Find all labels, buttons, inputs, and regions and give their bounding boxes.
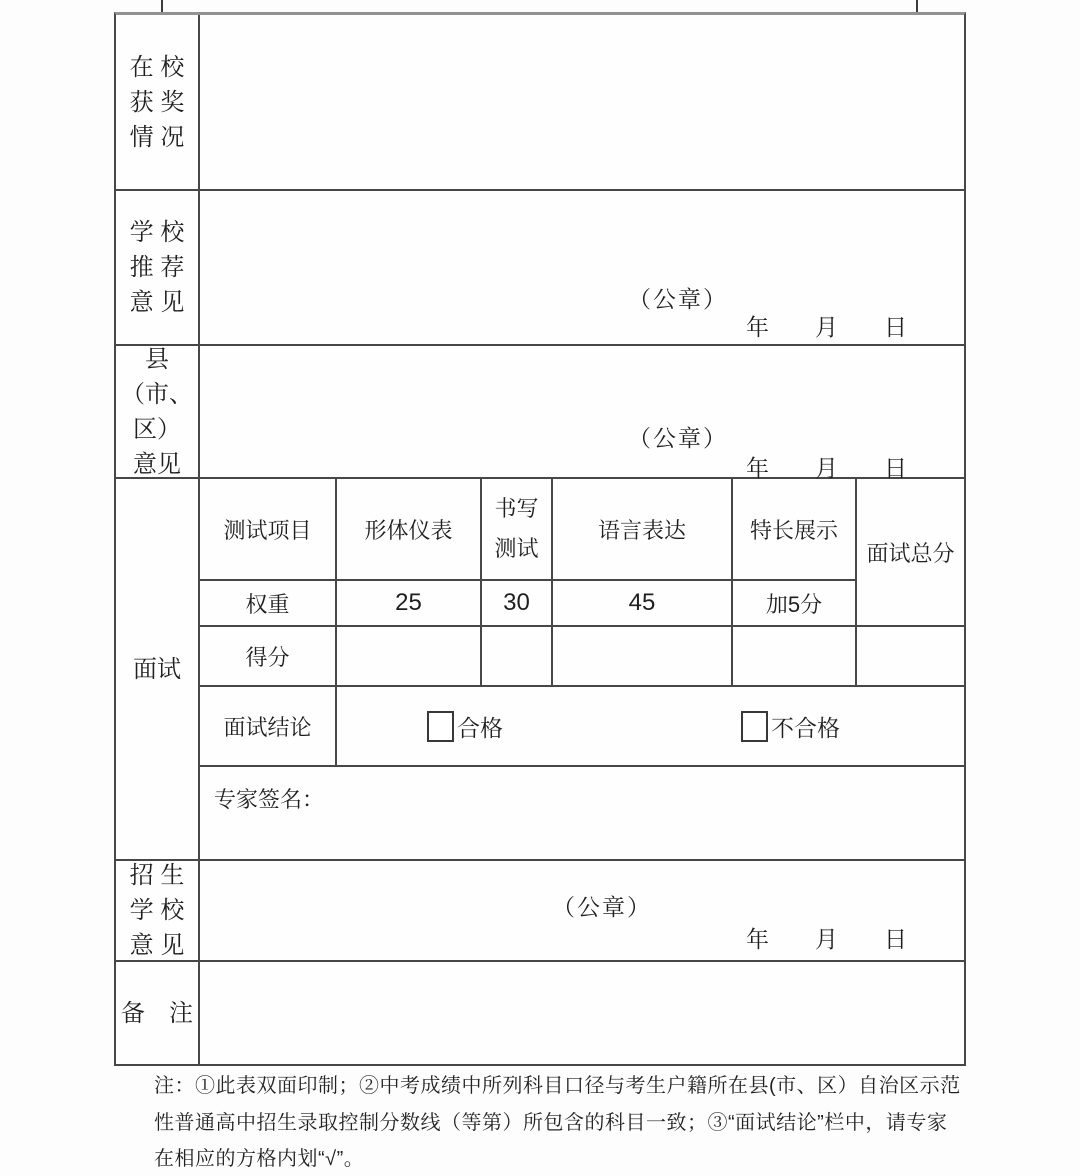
remarks-content-cell	[200, 962, 964, 1064]
interview-label	[116, 479, 200, 859]
interview-conclusion-row	[200, 687, 964, 767]
score-appearance-cell	[337, 627, 482, 687]
row-awards	[116, 15, 964, 191]
interview-score-grid	[200, 479, 964, 687]
conclusion-label: 面试结论	[200, 687, 337, 765]
school-recommendation-label	[116, 191, 200, 344]
expert-signature-label: 专家签名：	[214, 787, 325, 812]
remarks-label	[116, 962, 200, 1064]
footnote-line-2: 性普通高中招生录取控制分数线（等第）所包含的科目一致；③“面试结论”栏中，请专家	[154, 1111, 948, 1134]
fail-option	[741, 710, 840, 743]
score-label: 得分	[200, 627, 337, 687]
weight-language: 45	[553, 581, 733, 627]
row-county-opinion	[116, 346, 964, 479]
interview-label-text: 面试	[133, 655, 181, 683]
official-seal-placeholder: （公章）	[628, 286, 728, 312]
header-interview-total: 面试总分	[857, 479, 964, 627]
school-recommendation-content	[200, 191, 964, 344]
admission-label-line: 招 生	[129, 862, 185, 889]
official-seal-placeholder: （公章）	[628, 425, 728, 451]
interview-form-table	[114, 12, 966, 1066]
admission-school-label	[116, 861, 200, 960]
date-line: 年 月 日	[746, 455, 907, 481]
admission-school-content	[200, 861, 964, 960]
fail-checkbox[interactable]	[741, 711, 768, 742]
header-talent-show: 特长展示	[733, 479, 857, 581]
awards-content-cell	[200, 15, 964, 189]
weight-label: 权重	[200, 581, 337, 627]
interview-content	[200, 479, 964, 859]
footnote-line-3: 在相应的方格内划“√”。	[154, 1148, 365, 1170]
county-label-line: 意见	[133, 450, 181, 478]
official-seal-placeholder: （公章）	[552, 894, 652, 920]
row-interview	[116, 479, 964, 861]
remarks-label-text: 备 注	[121, 999, 193, 1027]
score-writing-cell	[482, 627, 553, 687]
fail-label: 不合格	[771, 714, 840, 741]
weight-writing: 30	[482, 581, 553, 627]
date-line: 年 月 日	[746, 926, 907, 952]
admission-label-line: 意 见	[129, 932, 185, 959]
header-writing-test	[482, 479, 553, 581]
pass-label: 合格	[457, 714, 503, 741]
header-appearance: 形体仪表	[337, 479, 482, 581]
score-talent-cell	[733, 627, 857, 687]
awards-label-line: 在 校	[129, 53, 185, 81]
header-writing-line1: 书写	[494, 496, 539, 521]
school-label-line: 意 见	[129, 289, 185, 316]
county-opinion-content	[200, 346, 964, 481]
header-writing-line2: 测试	[494, 536, 539, 561]
footnote	[154, 1068, 961, 1176]
expert-signature-cell	[200, 767, 964, 859]
score-language-cell	[553, 627, 733, 687]
weight-appearance: 25	[337, 581, 482, 627]
awards-label-line: 获 奖	[129, 88, 185, 116]
pass-option	[427, 710, 503, 743]
weight-talent: 加5分	[733, 581, 857, 627]
pass-checkbox[interactable]	[427, 711, 454, 742]
county-label-line: 县	[145, 345, 169, 373]
row-school-recommendation	[116, 191, 964, 346]
awards-label	[116, 15, 200, 189]
county-label-line: 区）	[133, 415, 181, 443]
county-opinion-label	[116, 346, 200, 477]
school-label-line: 学 校	[129, 219, 185, 246]
header-test-items: 测试项目	[200, 479, 337, 581]
header-language-expression: 语言表达	[553, 479, 733, 581]
score-total-cell	[857, 627, 964, 687]
school-label-line: 推 荐	[129, 254, 185, 281]
admission-label-line: 学 校	[129, 897, 185, 924]
county-label-line: （市、	[121, 380, 193, 408]
row-remarks	[116, 962, 964, 1064]
row-admission-school-opinion	[116, 861, 964, 962]
date-line: 年 月 日	[746, 314, 907, 340]
footnote-line-1: 注：①此表双面印制；②中考成绩中所列科目口径与考生户籍所在县(市、区）自治区示范	[154, 1075, 961, 1097]
conclusion-options	[337, 687, 964, 765]
awards-label-line: 情 况	[129, 123, 185, 151]
